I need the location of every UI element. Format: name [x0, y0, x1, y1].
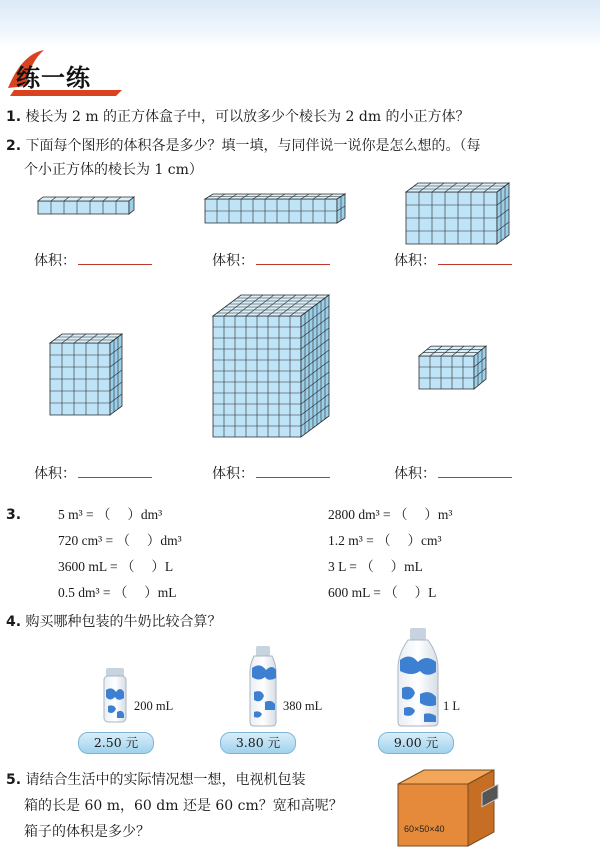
milk-volume-label: 380 mL: [283, 699, 323, 713]
volume-answer-3: 体积：: [394, 250, 512, 270]
question-text: 个小正方体的棱长为 1 cm）: [24, 162, 203, 178]
conversion-item: 2800 dm³ = （ ）m³: [328, 507, 453, 522]
box-dimensions-label: 60×50×40: [404, 824, 445, 834]
price-tag: 3.80 元: [220, 732, 296, 754]
question-text: 下面每个图形的体积各是多少？填一填，与同伴说一说你是怎么想的。（每: [25, 138, 481, 154]
volume-answer-2: 体积：: [212, 250, 330, 270]
question-text: 请结合生活中的实际情况想一想，电视机包装: [25, 772, 306, 788]
price-tag: 2.50 元: [78, 732, 154, 754]
question-number: 4.: [6, 614, 22, 630]
conversion-item: 5 m³ = （ ）dm³: [58, 507, 163, 522]
volume-answer-1: 体积：: [34, 250, 152, 270]
question-number: 1.: [6, 109, 22, 125]
question-number: 2.: [6, 138, 22, 154]
conversion-item: 720 cm³ = （ ）dm³: [58, 533, 182, 548]
conversion-item: 3600 mL = （ ）L: [58, 559, 174, 574]
question-5-cont: 箱子的体积是多少？: [24, 824, 150, 840]
section-title: 练一练: [16, 64, 91, 92]
volume-answer-4: 体积：: [34, 463, 152, 483]
volume-answer-6: 体积：: [394, 463, 512, 483]
question-text: 购买哪种包装的牛奶比较合算？: [25, 614, 222, 630]
volume-answer-5: 体积：: [212, 463, 330, 483]
question-number: 5.: [6, 772, 22, 788]
question-text: 棱长为 2 m 的正方体盒子中，可以放多少个棱长为 2 dm 的小正方体？: [25, 109, 470, 125]
conversion-item: 0.5 dm³ = （ ）mL: [58, 585, 177, 600]
conversion-item: 1.2 m³ = （ ）cm³: [328, 533, 442, 548]
question-3-number: 3.: [6, 507, 22, 523]
question-5-cont: 箱的长是 60 m，60 dm 还是 60 cm？宽和高呢？: [24, 798, 343, 814]
milk-volume-label: 1 L: [443, 699, 461, 713]
conversion-item: 600 mL = （ ）L: [328, 585, 437, 600]
milk-volume-label: 200 mL: [134, 699, 174, 713]
conversion-item: 3 L = （ ）mL: [328, 559, 423, 574]
price-tag: 9.00 元: [378, 732, 454, 754]
